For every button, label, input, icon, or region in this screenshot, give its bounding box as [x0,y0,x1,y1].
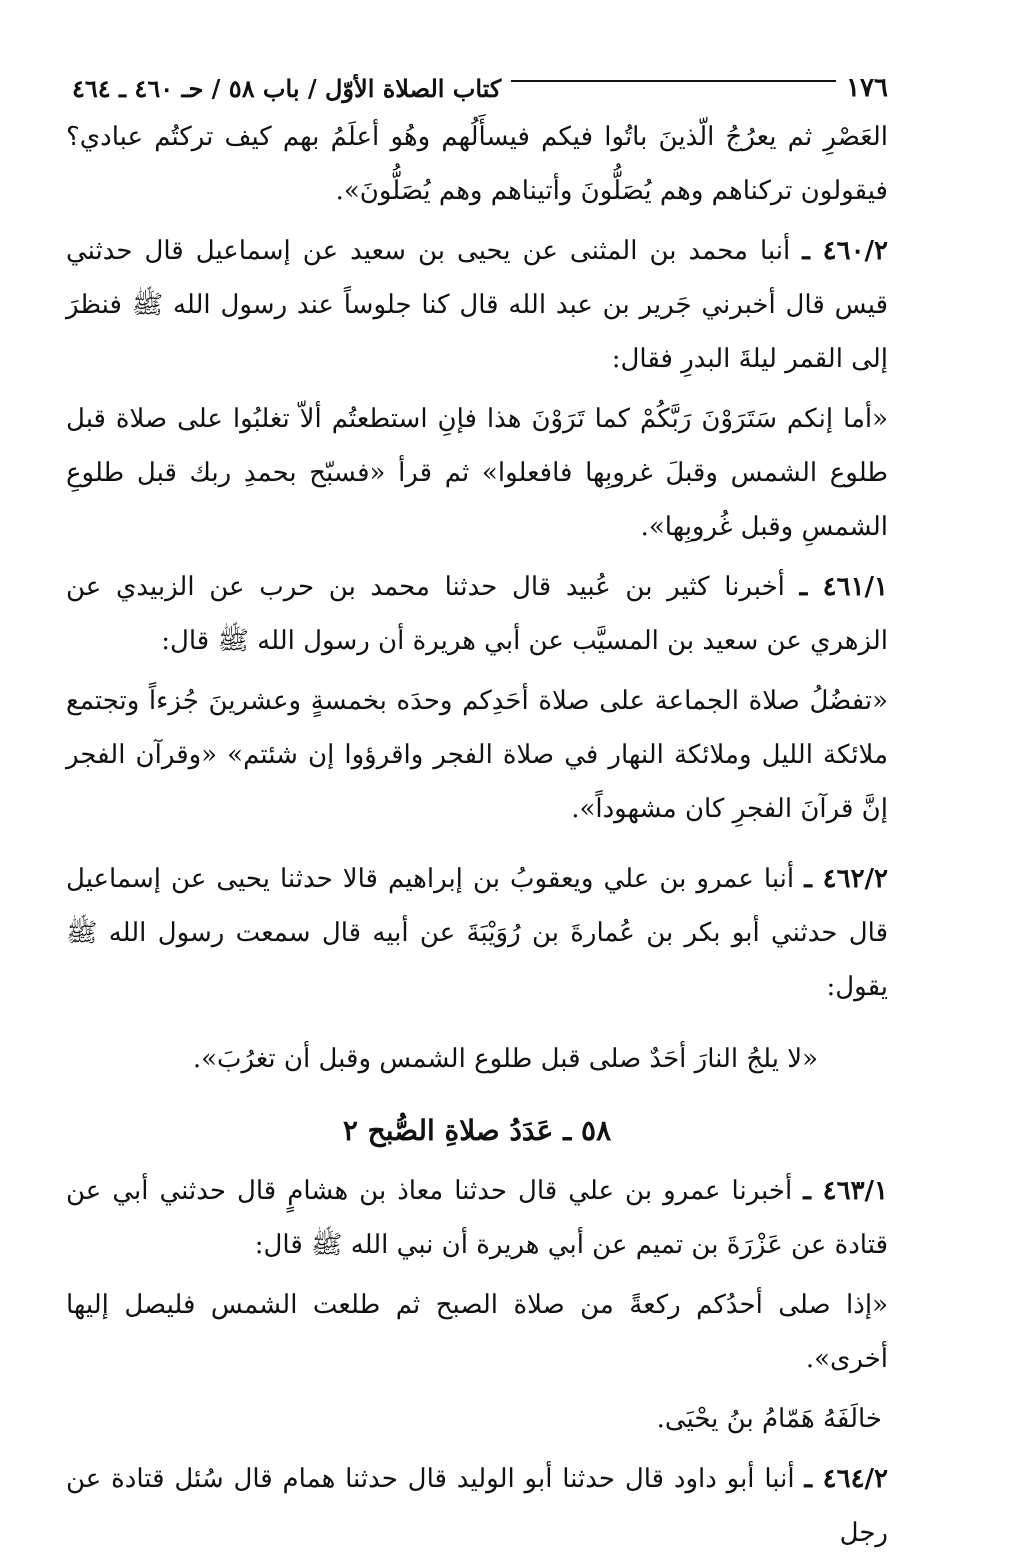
hadith-462-matn [66,1032,888,1086]
isnad-text: أنبا أبو داود قال حدثنا أبو الوليد قال حدثنا همام قال سُئل قتادة عن رجل [66,1464,888,1548]
hadith-460 [66,224,888,386]
isnad-text: أخبرنا عمرو بن علي قال حدثنا معاذ بن هشامٍ قال حدثني أبي عن قتادة عن عَزْرَةَ بن تميم عن أبي هريرة أن نبي الله ﷺ قال: [66,1176,888,1260]
hadith-number: ٤٦٢/٢ ـ [804,864,889,894]
hadith-continuation [66,110,888,218]
hadith-462 [66,852,888,1014]
header-rule [511,66,836,82]
page-header [66,66,888,110]
hadith-464 [66,1452,888,1560]
isnad-text: أخبرنا كثير بن عُبيد قال حدثنا محمد بن حرب عن الزبيدي عن الزهري عن سعيد بن المسيَّب عن أبي هريرة أن رسول الله ﷺ قال: [66,572,888,656]
hadith-number: ٤٦١/١ ـ [799,572,889,602]
hadith-460-matn [66,392,888,554]
hadith-461-matn [66,674,888,836]
running-title: كتاب الصلاة الأوّل / باب ٥٨ / حـ ٤٦٠ ـ ٤٦٤ [72,73,502,103]
hadith-number: ٤٦٤/٢ ـ [804,1464,889,1494]
matn-text: «تفضُلُ صلاة الجماعة على صلاة أحَدِكم وحدَه بخمسةٍ وعشرينَ جُزءاً وتجتمع ملائكة الليل وملائكة النهار في صلاة الفجر واقرؤوا إن شئتم» «وقرآن الفجر إنَّ قرآنَ الفجرِ كان مشهوداً». [66,686,888,824]
page-body [66,110,888,1560]
hadith-number: ٤٦٣/١ ـ [803,1176,889,1206]
matn-text: «لا يلجُ النارَ أحَدٌ صلى قبل طلوع الشمس وقبل أن تغرُبَ». [192,1044,818,1074]
isnad-text: أنبا عمرو بن علي ويعقوبُ بن إبراهيم قالا حدثنا يحيى عن إسماعيل قال حدثني أبو بكر بن عُمارةَ بن رُوَيْبَةَ عن أبيه قال سمعت رسول الله ﷺ يقول: [66,864,888,1002]
matn-text: «أما إنكم سَتَرَوْنَ رَبَّكُمْ كما تَرَوْنَ هذا فإنِ استطعتُم ألاّ تغلبُوا على صلاة قبل طلوع الشمس وقبلَ غروبِها فافعلوا» ثم قرأ «فسبّح بحمدِ ربك قبل طلوعِ الشمسِ وقبل غُروبِها». [66,404,888,542]
chapter-title: ٥٨ ـ عَدَدُ صلاةِ الصُّبح ٢ [342,1114,612,1147]
matn-text: «إذا صلى أحدُكم ركعةً من صلاة الصبح ثم طلعت الشمس فليصل إليها أخرى». [66,1290,888,1374]
narrator-note [66,1392,888,1446]
hadith-463-matn [66,1278,888,1386]
paragraph-text: العَصْرِ ثم يعرُجُ الّذينَ باتُوا فيكم فيسأَلُهم وهُو أعلَمُ بهم كيف تركتُم عبادي؟ فيقولون تركناهم وهم يُصَلُّونَ وأتيناهم وهم يُصَلُّونَ». [66,122,888,206]
hadith-number: ٤٦٠/٢ ـ [802,236,889,266]
note-text: خالَفَهُ هَمّامُ بنُ يحْيَى. [656,1404,882,1434]
isnad-text: أنبا محمد بن المثنى عن يحيى بن سعيد عن إسماعيل قال حدثني قيس قال أخبرني جَرير بن عبد الله قال كنا جلوساً عند رسول الله ﷺ فنظرَ إلى القمر ليلةَ البدرِ فقال: [66,236,888,374]
hadith-461 [66,560,888,668]
chapter-heading [66,1104,888,1158]
page-number: ١٧٦ [846,73,888,103]
hadith-463 [66,1164,888,1272]
book-page [66,66,888,1560]
